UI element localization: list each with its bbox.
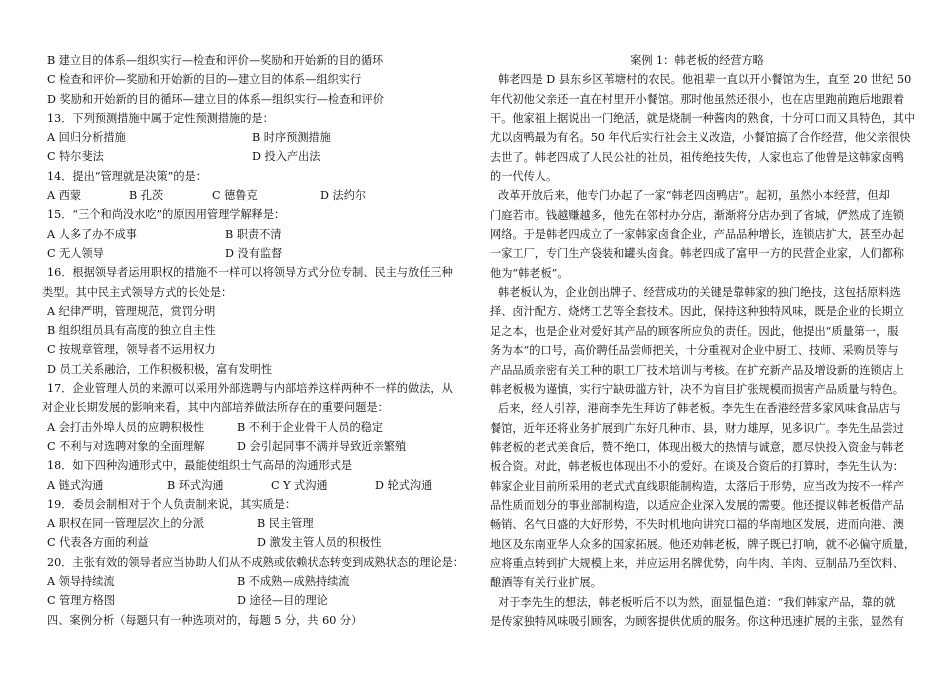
q19-options-row2 bbox=[47, 533, 462, 552]
q17-option-c: C 不利与对选聘对象的全面理解 bbox=[47, 439, 205, 453]
case-text-line: 板合资。对此，韩老板也体现出不小的爱好。在谈及合资后的打算时，李先生认为： bbox=[490, 460, 904, 474]
case-text-line: 韩老板的老式美食后，赞不绝口，体现出极大的热情与诚意，愿尽快投入资金与韩老 bbox=[490, 440, 904, 454]
q13-option-b: B 时序预测措施 bbox=[252, 131, 331, 145]
right-column bbox=[490, 51, 916, 631]
q17-options-row1 bbox=[47, 418, 462, 437]
q12-option-c: C 检查和评价—奖励和开始新的目的—建立目的体系—组织实行 bbox=[47, 73, 362, 87]
q14-options bbox=[47, 186, 462, 205]
q16-option-d: D 员工关系融洽，工作积极积极，富有发明性 bbox=[47, 362, 273, 376]
case-text-line: 一家工厂，专门生产袋装和罐头卤食。韩老四成了富甲一方的民营企业家，人们都称 bbox=[490, 247, 904, 261]
q20-option-b: B 不成熟—成熟持续流 bbox=[237, 575, 350, 589]
case-text-line: 尤以卤鸭最为有名。50 年代后实行社会主义改造，小餐馆搞了合作经营，他父亲很快 bbox=[490, 131, 911, 145]
q18-option-d: D 轮式沟通 bbox=[375, 478, 433, 492]
q17-option-d: D 会引起同事不满并导致近亲繁殖 bbox=[237, 439, 407, 453]
q20-option-a: A 领导持续流 bbox=[47, 575, 115, 589]
case-text-line: 足之本，也是企业对爱好其产品的顾客所应负的责任。因此，他提出“质量第一，服 bbox=[490, 324, 899, 338]
case-text-line: 去世了。韩老四成了人民公社的社员，祖传绝技失传，人家也忘了他曾是这韩家卤鸭 bbox=[490, 150, 904, 164]
q18-options bbox=[47, 476, 462, 495]
case-text-line: 择、卤汁配方、烧烤工艺等全套技术。因此，保持这种独特风味，既是企业的长期立 bbox=[490, 305, 904, 319]
q20-options-row2 bbox=[47, 591, 462, 610]
q17-options-row2 bbox=[47, 437, 462, 456]
q20-option-c: C 管理方格图 bbox=[47, 594, 116, 608]
q20-options-row1 bbox=[47, 572, 462, 591]
case-text-line: 干。他家祖上据说出一门绝活，就是烧制一种酱肉的熟食，十分可口而又具特色，其中 bbox=[490, 112, 916, 126]
question-19: 19．委员会制相对于个人负责制来说，其实质是： bbox=[47, 497, 297, 511]
q14-option-a: A 西蒙 bbox=[47, 189, 82, 203]
q14-option-b: B 孔茨 bbox=[129, 189, 164, 203]
q19-options-row1 bbox=[47, 514, 462, 533]
q15-option-a: A 人多了办不成事 bbox=[47, 227, 137, 241]
q19-option-d: D 激发主管人员的积极性 bbox=[257, 536, 382, 550]
question-15: 15．“三个和尚没水吃”的原因用管理学解释是： bbox=[47, 208, 286, 222]
case-text-line: 年代初他父亲还一直在村里开小餐馆。那时他虽然还很小，也在店里跑前跑后地跟着 bbox=[490, 92, 904, 106]
case-text-line: 地区及东南亚华人众多的国家拓展。他还劝韩老板，牌子既已打响，就不必偏守质量， bbox=[490, 537, 916, 551]
question-14: 14．提出“管理就是决策”的是： bbox=[47, 169, 207, 183]
case-text-line: 韩老板认为，企业创出牌子、经营成功的关键是靠韩家的独门绝技，这包括原料选 bbox=[498, 286, 901, 300]
case-text-line: 韩老板极为谨慎，实行宁缺毋滥方针，决不为盲目扩张规模而损害产品质量与特色。 bbox=[490, 382, 904, 396]
case-text-line: 后来，经人引荐，港商李先生拜访了韩老板。李先生在香港经营多家风味食品店与 bbox=[498, 402, 901, 416]
q19-option-a: A 职权在同一管理层次上的分派 bbox=[47, 517, 205, 531]
case-text-line: 他为“韩老板”。 bbox=[490, 266, 569, 280]
case-text-line: 品性质而划分的事业部制构造，以适应企业深入发展的需要。他还提议韩老板借产品 bbox=[490, 498, 904, 512]
q15-option-c: C 无人领导 bbox=[47, 246, 104, 260]
q18-option-c: C Y 式沟通 bbox=[271, 478, 328, 492]
q15-options-row1 bbox=[47, 225, 462, 244]
q13-options-row1 bbox=[47, 128, 462, 147]
q13-option-c: C 特尔斐法 bbox=[47, 150, 104, 164]
q13-option-a: A 回归分析措施 bbox=[47, 131, 126, 145]
case-text-line: 网络。于是韩老四成立了一家韩家卤食企业，产品品种增长，连锁店扩大，甚至办起 bbox=[490, 228, 904, 242]
question-16-line1: 16．根据领导者运用职权的措施不一样可以将领导方式分位专制、民主与放任三种 bbox=[47, 266, 453, 280]
q18-option-b: B 环式沟通 bbox=[167, 478, 224, 492]
q15-option-d: D 没有监督 bbox=[225, 246, 283, 260]
question-18: 18．如下四种沟通形式中，最能使组织士气高昂的沟通形式是 bbox=[47, 459, 353, 473]
case-text-line: 酿酒等有关行业扩展。 bbox=[490, 576, 602, 590]
case-text-line: 的一代传人。 bbox=[490, 170, 558, 184]
question-17-line1: 17．企业管理人员的来源可以采用外部选聘与内部培养这样两种不一样的做法，从 bbox=[47, 382, 453, 396]
q12-option-b: B 建立目的体系—组织实行—检查和评价—奖励和开始新的目的循环 bbox=[47, 54, 384, 67]
q15-option-b: B 职责不清 bbox=[225, 227, 282, 241]
question-20: 20．主张有效的领导者应当协助人们从不成熟或依赖状态转变到成熟状态的理论是： bbox=[47, 555, 464, 569]
q12-option-d: D 奖励和开始新的目的循环—建立目的体系—组织实行—检查和评价 bbox=[47, 92, 384, 106]
q16-option-c: C 按规章管理，领导者不运用权力 bbox=[47, 343, 216, 357]
case-text-line: 畅销、名气日盛的大好形势，不失时机地向讲究口福的华南地区发展，进而向港、澳 bbox=[490, 518, 904, 532]
q13-option-d: D 投入产出法 bbox=[252, 150, 321, 164]
q18-option-a: A 链式沟通 bbox=[47, 478, 104, 492]
case-text-line: 对于李先生的想法，韩老板听后不以为然，面显愠色道：“我们韩家产品，靠的就 bbox=[498, 595, 896, 609]
q16-option-a: A 纪律严明，管理规范，赏罚分明 bbox=[47, 304, 216, 318]
q14-option-c: C 德鲁克 bbox=[212, 189, 258, 203]
q17-option-b: B 不利于企业骨干人员的稳定 bbox=[237, 420, 384, 434]
case-text-line: 改革开放后来，他专门办起了一家“韩老四卤鸭店”。起初，虽然小本经营，但却 bbox=[498, 189, 890, 203]
question-16-line2: 类型。其中民主式领导方式的长处是： bbox=[42, 285, 233, 299]
q17-option-a: A 会打击外埠人员的应聘积极性 bbox=[47, 420, 205, 434]
case-text-line: 应将重点转到扩大规模上来，并应运用名牌优势，向牛肉、羊肉、豆制品乃至饮料、 bbox=[490, 556, 904, 570]
q20-option-d: D 途径—目的理论 bbox=[237, 594, 328, 608]
section-4-heading: 四、案例分析（每题只有一种选项对的，每题 5 分，共 60 分） bbox=[47, 613, 363, 627]
case-text-line: 务为本”的口号，高价聘任品尝师把关，十分重视对企业中厨工、技师、采购员等与 bbox=[490, 344, 899, 358]
case-text-line: 是传家独特风味吸引顾客，为顾客提供优质的服务。你这种迅速扩展的主张，显然有 bbox=[490, 614, 904, 628]
case-text-line: 门庭若市。钱越赚越多，他先在邻村办分店，渐渐将分店办到了省城，俨然成了连锁 bbox=[490, 208, 904, 222]
case-text-line: 产品品质亲密有关工种的职工厂技术培训与考核。在扩充新产品及增设新的连锁店上 bbox=[490, 363, 904, 377]
case-text-line: 餐馆，近年还将业务扩展到广东好几种市、县，财力雄厚，见多识广。李先生品尝过 bbox=[490, 421, 904, 435]
case-1-title: 案例 1：韩老板的经营方略 bbox=[630, 54, 764, 67]
case-text-line: 韩家企业目前所采用的老式式直线职能制构造，太落后于形势，应当改为按不一样产 bbox=[490, 479, 904, 493]
question-13: 13．下列预测措施中属于定性预测措施的是： bbox=[47, 111, 274, 125]
q19-option-b: B 民主管理 bbox=[257, 517, 314, 531]
left-column bbox=[42, 51, 464, 630]
question-17-line2: 对企业长期发展的影响来看，其中内部培养做法所存在的重要问题是： bbox=[42, 401, 389, 415]
q15-options-row2 bbox=[47, 244, 462, 263]
case-text-line: 韩老四是 D 县东乡区苇塘村的农民。他祖辈一直以开小餐馆为生，直至 20 世纪 50 bbox=[498, 73, 912, 87]
q16-option-b: B 组织组员具有高度的独立自主性 bbox=[47, 324, 216, 338]
q13-options-row2 bbox=[47, 147, 462, 166]
q19-option-c: C 代表各方面的利益 bbox=[47, 536, 149, 550]
q14-option-d: D 法约尔 bbox=[320, 189, 367, 203]
